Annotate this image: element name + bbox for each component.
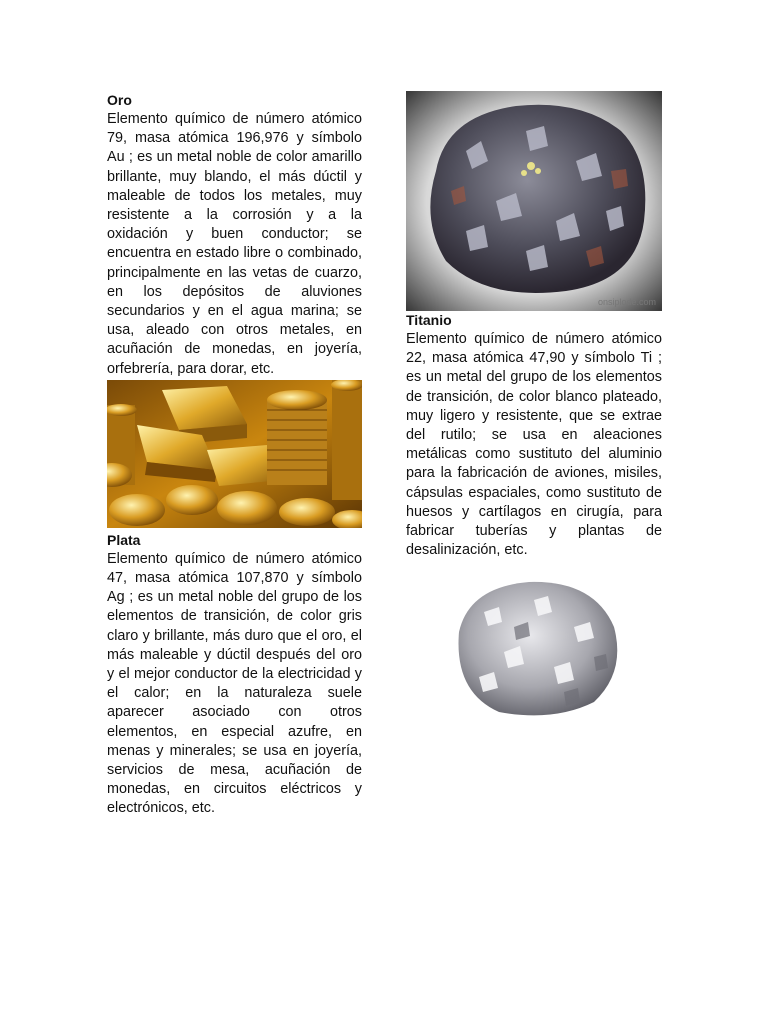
plata-heading: Plata	[107, 531, 141, 548]
oro-paragraph: Elemento químico de número atómico 79, masa atómica 196,976 y símbolo Au ; es un metal noble de color amarillo brillante, muy blando, el más dúctil y maleable de todos los metales, muy resistente a la corrosión y a la oxidación y buen conductor; se encuentra en estado libre o combinado, principalmente en las vetas de cuarzo, en los depósitos de aluviones secundarios y en el agua marina; se usa, aleado con otros metales, en acuñación de monedas, en joyería, orfebrería, para dorar, etc.	[107, 111, 362, 377]
left-column	[107, 91, 362, 819]
titanio-paragraph: Elemento químico de número atómico 22, masa atómica 47,90 y símbolo Ti ; es un metal del grupo de los elementos de transición, de color blanco plateado, muy ligero y resistente, que se extrae del rutilo; se usa en aleaciones metálicas como sustituto del aluminio para la fabricación de aviones, misiles, cápsulas espaciales, como sustituto de huesos y cartílagos en cirugía, para fabricar tuberías y plantas de desalinización, etc.	[406, 331, 662, 559]
gold-photo	[107, 380, 362, 528]
plata-paragraph: Elemento químico de número atómico 47, masa atómica 107,870 y símbolo Ag ; es un metal noble del grupo de los elementos de transición, de color gris claro y brillante, más duro que el oro, el más maleable y dúctil después del oro y el mejor conductor de la electricidad y el calor; en la naturaleza suele aparecer asociado con otros elementos, en especial azufre, en menas y minerales; se usa en joyería, servicios de mesa, acuñación de monedas, en circuitos eléctricos y electrónicos, etc.	[107, 550, 362, 817]
titanium-photo	[444, 572, 624, 722]
titanio-heading: Titanio	[406, 312, 452, 328]
mineral-photo	[406, 91, 662, 311]
image-watermark: onsiplode.com	[597, 297, 656, 307]
oro-heading: Oro	[107, 92, 132, 108]
right-column	[406, 91, 662, 722]
